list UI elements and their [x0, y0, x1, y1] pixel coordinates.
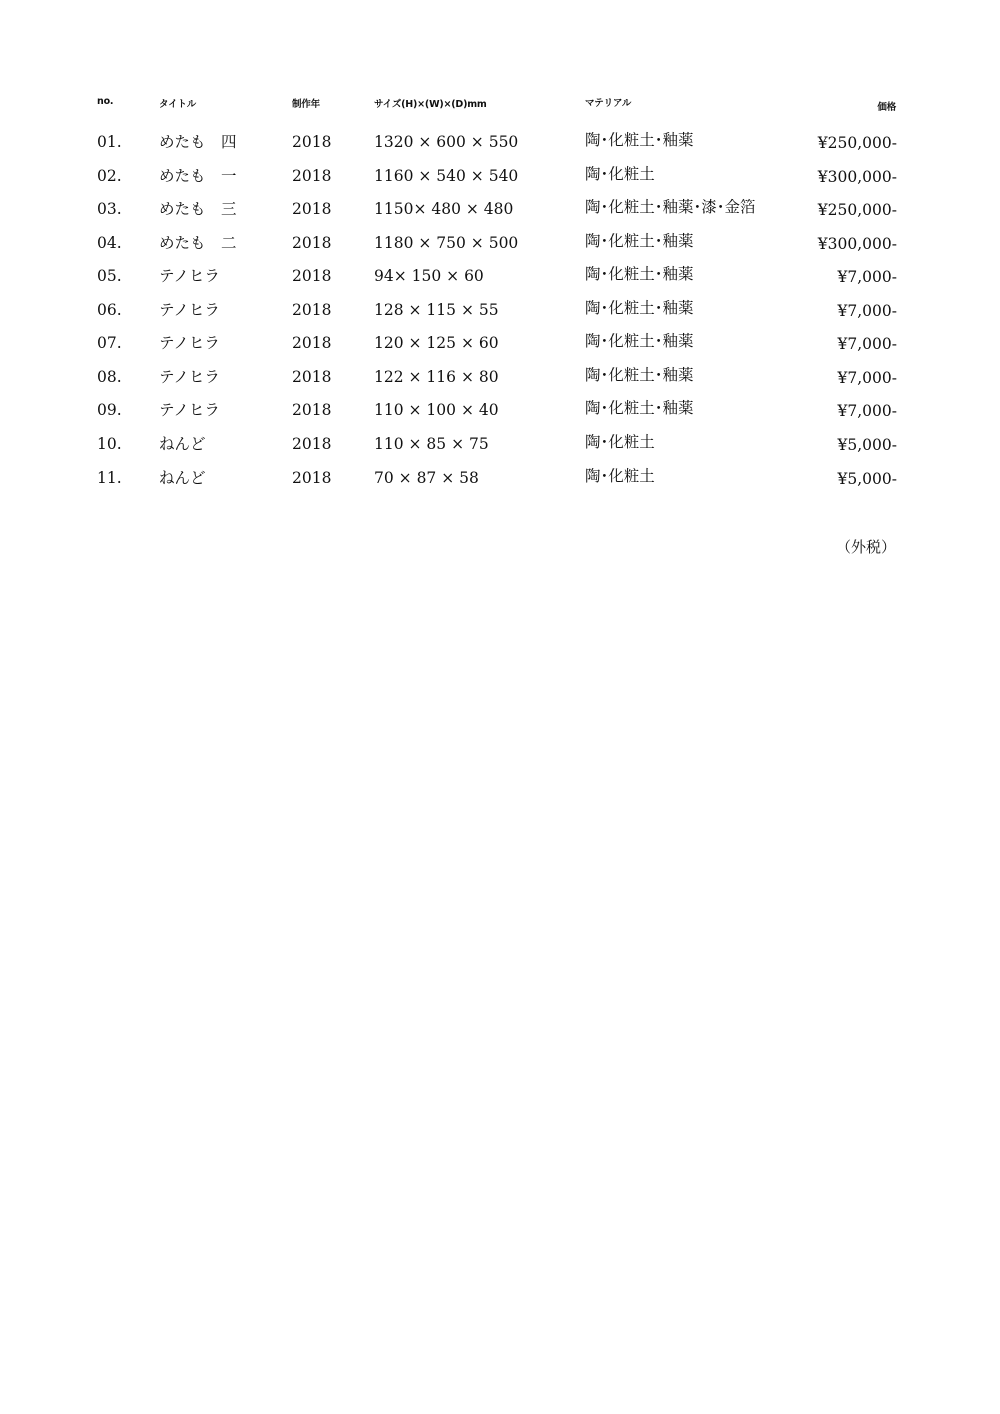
- row-year: 2018: [292, 401, 332, 419]
- row-year: 2018: [292, 133, 332, 151]
- row-material: 陶･化粧土･釉薬: [585, 399, 694, 417]
- row-title: めたも 一: [159, 167, 237, 185]
- row-year: 2018: [292, 200, 332, 218]
- table-row: [0, 333, 1000, 367]
- row-year: 2018: [292, 334, 332, 352]
- table-row: [0, 166, 1000, 200]
- row-title: めたも 三: [159, 200, 237, 218]
- table-row: [0, 367, 1000, 401]
- row-year: 2018: [292, 368, 332, 386]
- row-number: 07.: [97, 334, 122, 352]
- row-price: ¥7,000-: [837, 268, 897, 286]
- table-row: [0, 233, 1000, 267]
- row-number: 01.: [97, 133, 122, 151]
- row-title: テノヒラ: [159, 401, 220, 419]
- row-material: 陶･化粧土･釉薬: [585, 366, 694, 384]
- row-year: 2018: [292, 167, 332, 185]
- row-material: 陶･化粧土･釉薬･漆･金箔: [585, 198, 756, 216]
- row-title: テノヒラ: [159, 301, 220, 319]
- row-material: 陶･化粧土: [585, 467, 655, 485]
- row-number: 09.: [97, 401, 122, 419]
- row-price: ¥7,000-: [837, 302, 897, 320]
- row-price: ¥250,000-: [817, 134, 897, 152]
- row-size: 1160 × 540 × 540: [374, 167, 519, 185]
- row-size: 70 × 87 × 58: [374, 469, 479, 487]
- header-title: タイトル: [159, 99, 197, 110]
- table-row: [0, 400, 1000, 434]
- row-price: ¥5,000-: [837, 470, 897, 488]
- row-price: ¥7,000-: [837, 369, 897, 387]
- row-material: 陶･化粧土･釉薬: [585, 332, 694, 350]
- row-number: 03.: [97, 200, 122, 218]
- row-year: 2018: [292, 234, 332, 252]
- row-material: 陶･化粧土: [585, 433, 655, 451]
- row-size: 110 × 85 × 75: [374, 435, 489, 453]
- header-no: no.: [97, 96, 114, 107]
- row-title: テノヒラ: [159, 334, 220, 352]
- row-year: 2018: [292, 435, 332, 453]
- row-material: 陶･化粧土･釉薬: [585, 232, 694, 250]
- table-row: [0, 199, 1000, 233]
- row-size: 110 × 100 × 40: [374, 401, 499, 419]
- header-size: サイズ(H)×(W)×(D)mm: [374, 99, 487, 110]
- header-year: 制作年: [292, 99, 320, 110]
- row-year: 2018: [292, 301, 332, 319]
- row-size: 122 × 116 × 80: [374, 368, 499, 386]
- row-material: 陶･化粧土: [585, 165, 655, 183]
- row-size: 120 × 125 × 60: [374, 334, 499, 352]
- row-number: 08.: [97, 368, 122, 386]
- row-price: ¥250,000-: [817, 201, 897, 219]
- row-number: 11.: [97, 469, 122, 487]
- row-price: ¥5,000-: [837, 436, 897, 454]
- row-price: ¥300,000-: [817, 168, 897, 186]
- row-price: ¥7,000-: [837, 335, 897, 353]
- row-title: ねんど: [159, 435, 206, 453]
- row-year: 2018: [292, 267, 332, 285]
- row-number: 04.: [97, 234, 122, 252]
- row-size: 94× 150 × 60: [374, 267, 484, 285]
- table-row: [0, 300, 1000, 334]
- row-size: 1320 × 600 × 550: [374, 133, 519, 151]
- row-size: 1180 × 750 × 500: [374, 234, 519, 252]
- row-year: 2018: [292, 469, 332, 487]
- header-price: 価格: [877, 102, 896, 113]
- row-title: めたも 二: [159, 234, 237, 252]
- row-title: テノヒラ: [159, 368, 220, 386]
- row-price: ¥7,000-: [837, 402, 897, 420]
- row-title: ねんど: [159, 469, 206, 487]
- row-number: 02.: [97, 167, 122, 185]
- row-title: テノヒラ: [159, 267, 220, 285]
- table-row: [0, 266, 1000, 300]
- row-material: 陶･化粧土･釉薬: [585, 299, 694, 317]
- table-row: [0, 468, 1000, 502]
- tax-note: （外税）: [835, 538, 896, 556]
- row-title: めたも 四: [159, 133, 237, 151]
- table-row: [0, 434, 1000, 468]
- row-number: 10.: [97, 435, 122, 453]
- table-row: [0, 132, 1000, 166]
- row-size: 1150× 480 × 480: [374, 200, 514, 218]
- row-number: 05.: [97, 267, 122, 285]
- row-number: 06.: [97, 301, 122, 319]
- header-material: マテリアル: [585, 98, 632, 109]
- row-material: 陶･化粧土･釉薬: [585, 131, 694, 149]
- row-price: ¥300,000-: [817, 235, 897, 253]
- row-material: 陶･化粧土･釉薬: [585, 265, 694, 283]
- row-size: 128 × 115 × 55: [374, 301, 499, 319]
